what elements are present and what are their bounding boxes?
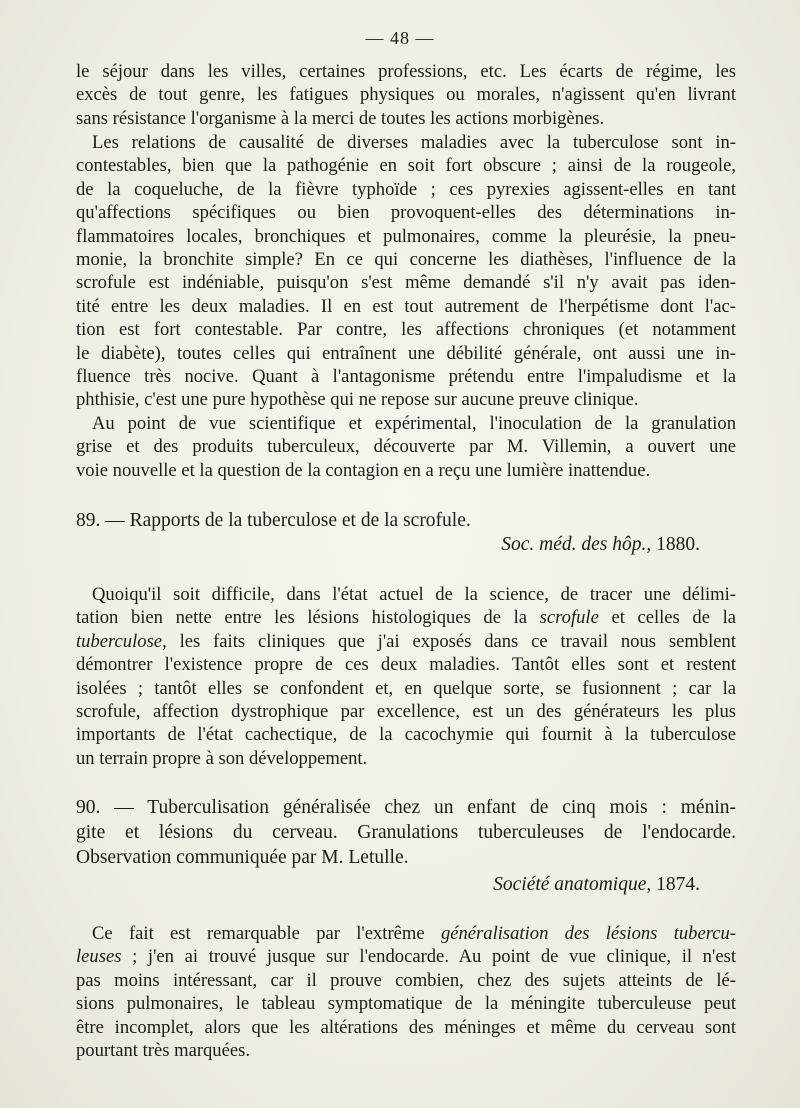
heading-line: gite et lésions du cerveau. Granulations tuberculeuses de l'endocarde. (76, 822, 736, 843)
text-line: sans résistance l'organisme à la merci de toutes les actions morbigènes. (76, 107, 605, 129)
text-line: Ce fait est remarquable par l'extrême généralisation des lésions tubercu- (92, 923, 736, 944)
paragraph-1 (76, 60, 736, 130)
text-line: monie, la bronchite simple? En ce qui concerne les diathèses, l'influence de la (76, 249, 736, 271)
source-journal: Soc. méd. des hôp., (501, 534, 652, 555)
text-line: excès de tout genre, les fatigues physiques ou morales, n'agissent qu'en livrant (76, 84, 736, 106)
text-line: contestables, bien que la pathogénie en soit fort obscure ; ainsi de la rougeole, (76, 155, 736, 177)
text-line: scrofule, affection dystrophique par excellence, est un des générateurs les plus (76, 701, 736, 723)
text-line: isolées ; tantôt elles se confondent et, en quelque sorte, se fusionnent ; car la (76, 677, 736, 699)
paragraph-2 (76, 131, 736, 412)
text-line: un terrain propre à son développement. (76, 747, 368, 769)
source-journal: Société anatomique, (493, 874, 652, 895)
text-line: de la coqueluche, de la fièvre typhoïde ; ces pyrexies agissent-elles en tant (76, 178, 736, 200)
text-line: démontrer l'existence propre de ces deux maladies. Tantôt elles sont et restent (76, 654, 736, 676)
text-line: sions pulmonaires, le tableau symptomatique de la méningite tuberculeuse peut (76, 993, 736, 1015)
section-90-source (493, 874, 700, 896)
text-line: grise et des produits tuberculeux, découverte par M. Villemin, a ouvert une (76, 436, 736, 458)
text-line: Au point de vue scientifique et expérimental, l'inoculation de la granulation (92, 413, 736, 434)
text-line: phthisie, c'est une pure hypothèse qui ne repose sur aucune preuve clinique. (76, 389, 639, 411)
heading-line: 90. — Tuberculisation généralisée chez un enfant de cinq mois : ménin- (76, 797, 736, 818)
text-line: Quoiqu'il soit difficile, dans l'état actuel de la science, de tracer une délimi- (92, 584, 736, 605)
text-line: tation bien nette entre les lésions histologiques de la scrofule et celles de la (76, 607, 736, 629)
section-89-heading: 89. — Rapports de la tuberculose et de la scrofule. (76, 510, 471, 531)
text-line: importants de l'état cachectique, de la cacochymie qui fournit à la tuberculose (76, 724, 736, 746)
paragraph-3 (76, 412, 736, 482)
text-line: qu'affections spécifiques ou bien provoquent-elles des déterminations in- (76, 202, 736, 224)
text-line: tuberculose, les faits cliniques que j'ai exposés dans ce travail nous semblent (76, 630, 736, 652)
section-90-body (76, 922, 736, 1062)
text-line: voie nouvelle et la question de la contagion en a reçu une lumière inattendue. (76, 459, 651, 481)
section-89-source (501, 534, 700, 556)
text-line: pas moins intéressant, car il prouve combien, chez des sujets atteints de lé- (76, 969, 736, 991)
text-line: tité entre les deux maladies. Il en est tout autrement de l'herpétisme dont l'ac- (76, 295, 736, 317)
text-line: le séjour dans les villes, certaines professions, etc. Les écarts de régime, les (76, 61, 736, 82)
text-line: tion est fort contestable. Par contre, les affections chroniques (et notamment (76, 319, 736, 341)
text-line: fluence très nocive. Quant à l'antagonisme prétendu entre l'impaludisme et la (76, 366, 736, 388)
heading-line: Observation communiquée par M. Letulle. (76, 847, 409, 868)
text-line: flammatoires locales, bronchiques et pulmonaires, comme la pleurésie, la pneu- (76, 225, 736, 247)
text-line: leuses ; j'en ai trouvé jusque sur l'endocarde. Au point de vue clinique, il n'est (76, 946, 736, 968)
text-line: le diabète), toutes celles qui entraînent une débilité générale, ont aussi une in- (76, 342, 736, 364)
section-90-heading (76, 795, 736, 870)
text-line: Les relations de causalité de diverses maladies avec la tuberculose sont in- (92, 132, 736, 153)
page-number: — 48 — (365, 28, 435, 48)
text-line: scrofule est indéniable, puisqu'on s'est même demandé s'il n'y avait pas iden- (76, 272, 736, 294)
section-89-body (76, 583, 736, 770)
text-line: être incomplet, alors que les altérations des méninges et même du cerveau sont (76, 1016, 736, 1038)
text-line: pourtant très marquées. (76, 1040, 250, 1062)
source-year: 1874. (656, 874, 700, 895)
source-year: 1880. (656, 534, 700, 555)
